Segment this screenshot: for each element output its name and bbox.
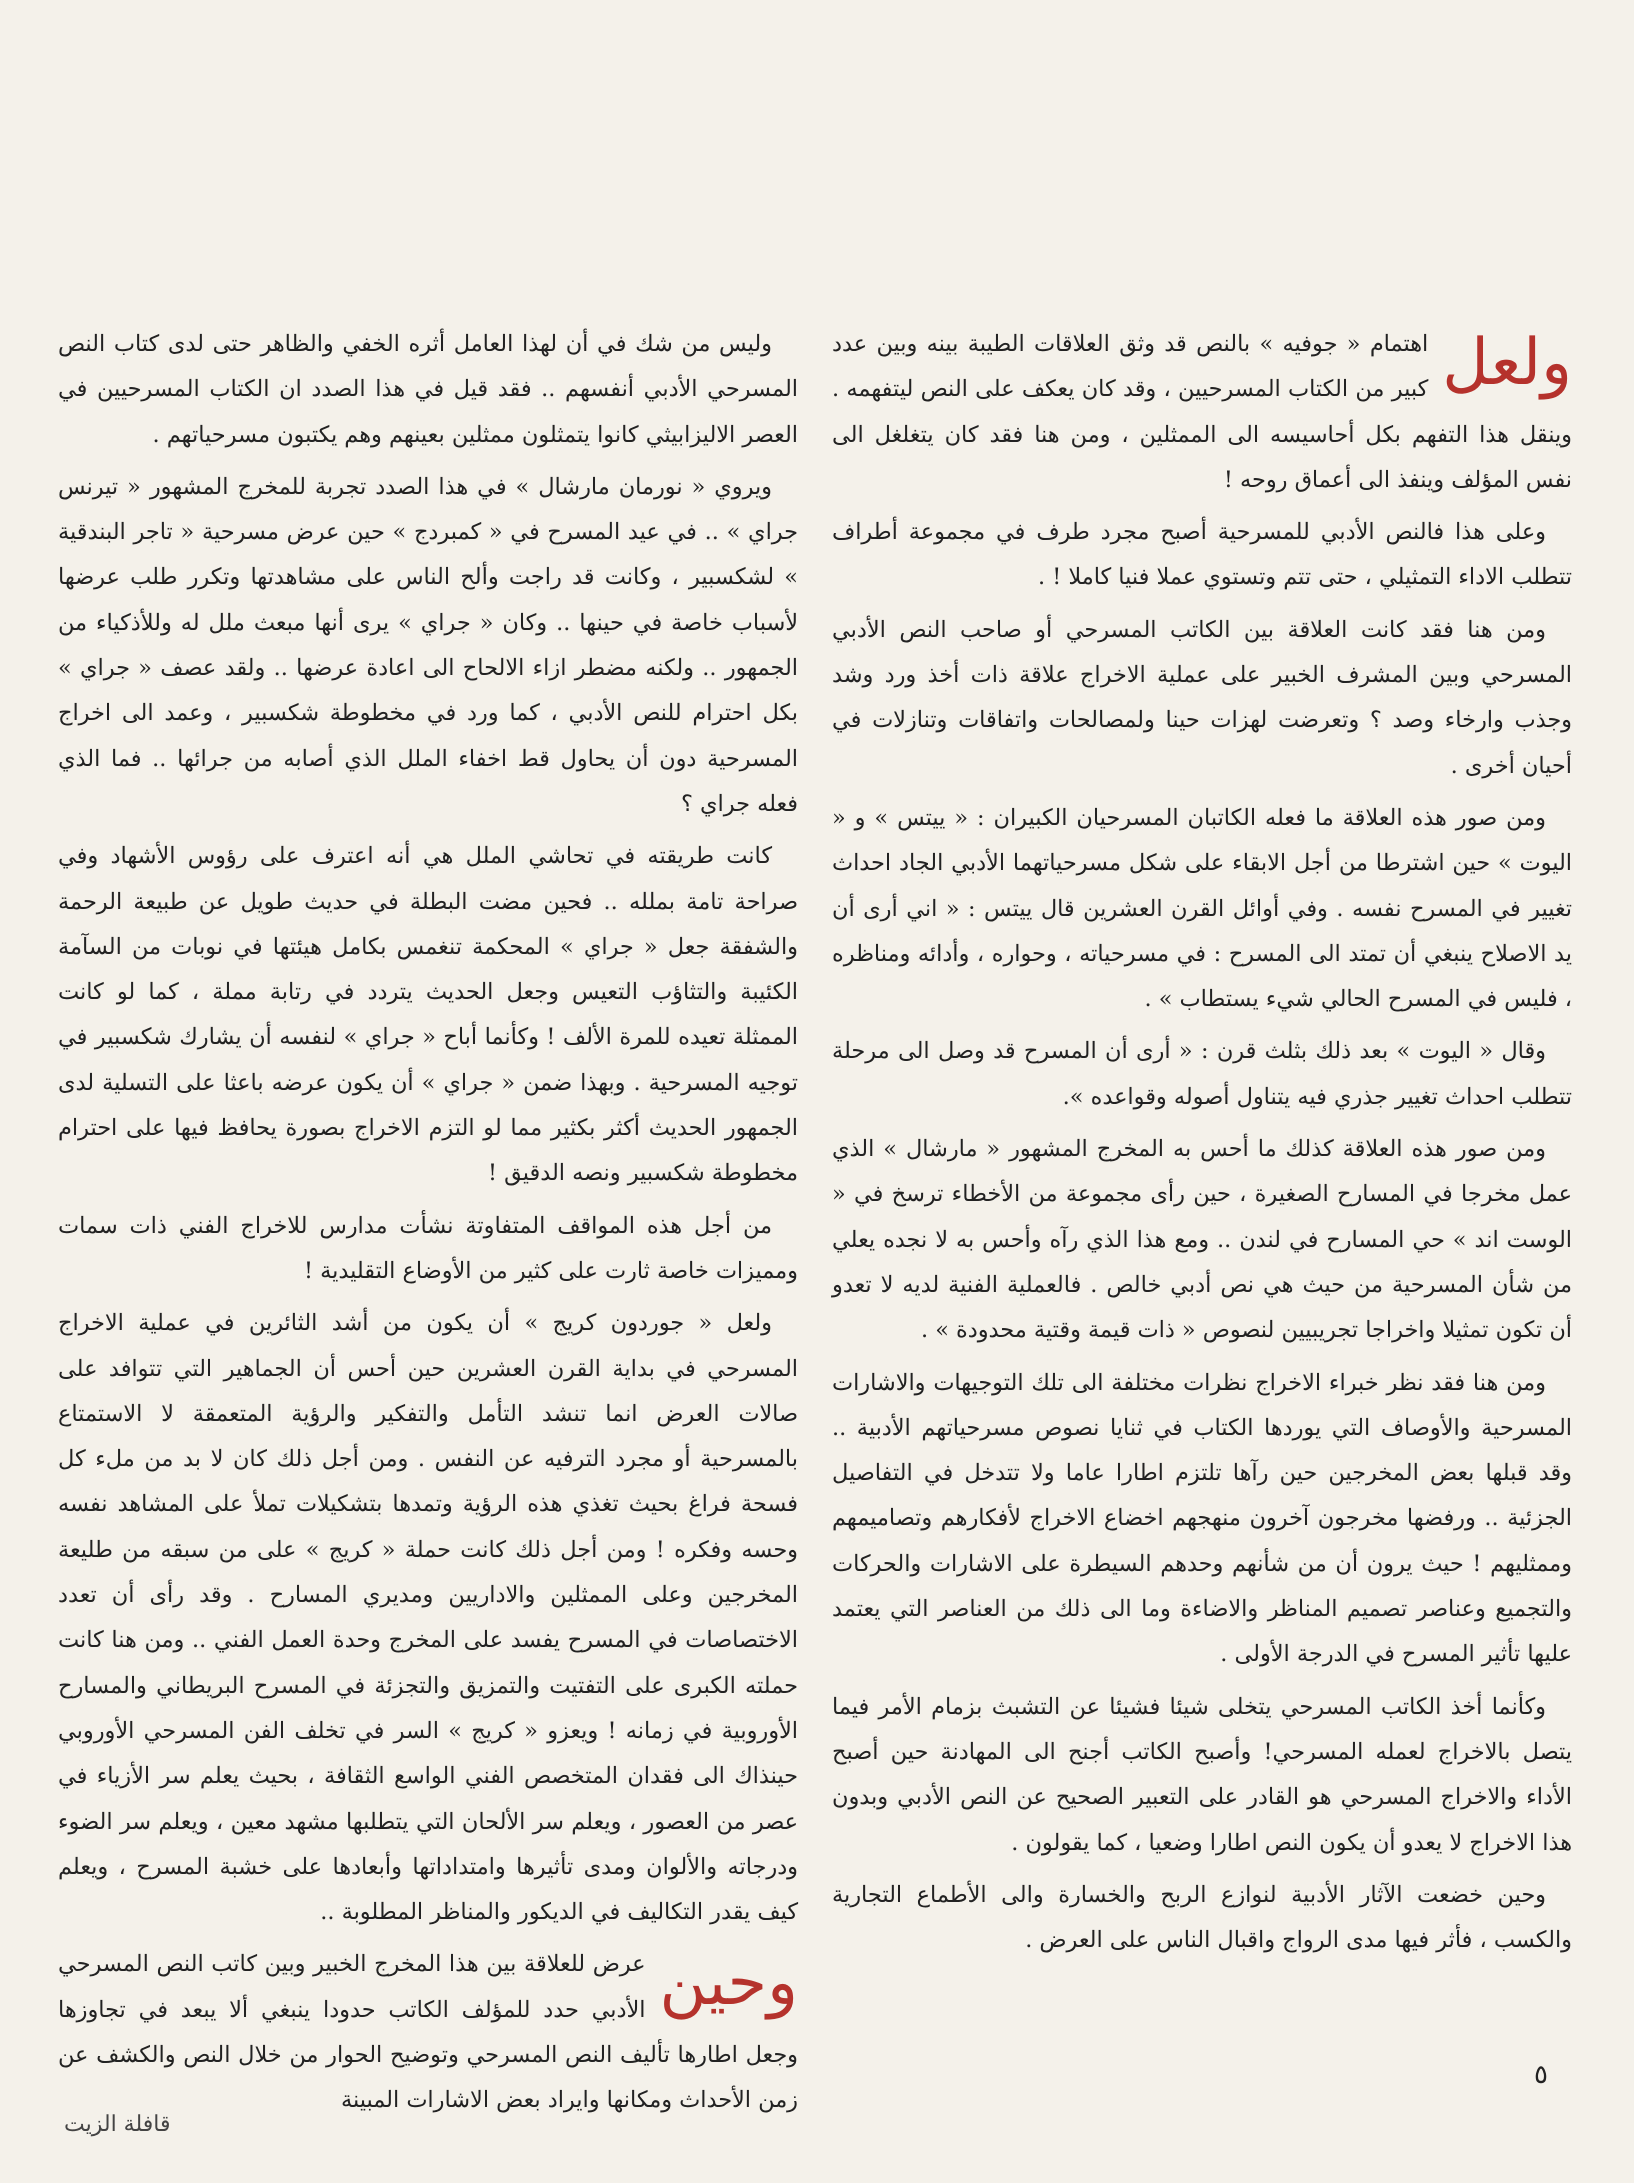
- paragraph-text: كانت طريقته في تحاشي الملل هي أنه اعترف على رؤوس الأشهاد وفي صراحة تامة بملله .. فحين مضت البطلة في حديث طويل عن طبيعة الرحمة والشفقة جعل « جراي » المحكمة تنغمس بكامل هيئتها في نوبات من السآمة الكئيبة والتثاؤب التعيس وجعل الحديث يتردد في رتابة مملة ، كما لو كانت الممثلة تعيده للمرة الألف ! وكأنما أباح « جراي » لنفسه أن يشارك شكسبير في توجيه المسرحية . وبهذا ضمن « جراي » أن يكون عرضه باعثا على التسلية لدى الجمهور الحديث أكثر بكثير مما لو التزم الاخراج بصورة يحافظ فيها على احترام مخطوطة شكسبير ونصه الدقيق !: [58, 843, 798, 1187]
- article-paragraph: [832, 1127, 1572, 1353]
- article-paragraph: [832, 1873, 1572, 1964]
- article-paragraph: [58, 1942, 798, 2123]
- article-paragraph: [832, 322, 1572, 503]
- paragraph-text: ويروي « نورمان مارشال » في هذا الصدد تجربة للمخرج المشهور « تيرنس جراي » .. في عيد المسرح في « كمبردج » حين عرض مسرحية « تاجر البندقية » لشكسبير ، وكانت قد راجت وألح الناس على مشاهدتها وتكرر طلب عرضها لأسباب خاصة في حينها .. وكان « جراي » يرى أنها مبعث ملل له وللأذكياء من الجمهور .. ولكنه مضطر ازاء الالحاح الى اعادة عرضها .. ولقد عصف « جراي » بكل احترام للنص الأدبي ، كما ورد في مخطوطة شكسبير ، وعمد الى اخراج المسرحية دون أن يحاول قط اخفاء الملل الذي أصابه من جرائها .. فما الذي فعله جراي ؟: [58, 473, 798, 817]
- drop-cap-word: ولعل: [1442, 326, 1572, 400]
- page-number: ٥: [1534, 2060, 1548, 2090]
- article-paragraph: [832, 510, 1572, 601]
- article-paragraph: [58, 1204, 798, 1295]
- paragraph-text: وقال « اليوت » بعد ذلك بثلث قرن : « أرى أن المسرح قد وصل الى مرحلة تتطلب احداث تغيير جذري فيه يتناول أصوله وقواعده ».: [832, 1038, 1572, 1110]
- article-paragraph: [832, 608, 1572, 789]
- article-right-column: [832, 322, 1572, 1970]
- paragraph-text: من أجل هذه المواقف المتفاوتة نشأت مدارس للاخراج الفني ذات سمات ومميزات خاصة ثارت على كثير من الأوضاع التقليدية !: [58, 1212, 798, 1284]
- paragraph-text: وليس من شك في أن لهذا العامل أثره الخفي والظاهر حتى لدى كتاب النص المسرحي الأدبي أنفسهم .. فقد قيل في هذا الصدد ان الكتاب المسرحيين في العصر الاليزابيثي كانوا يتمثلون ممثلين بعينهم وهم يكتبون مسرحياتهم .: [58, 331, 798, 448]
- paragraph-text: ومن صور هذه العلاقة ما فعله الكاتبان المسرحيان الكبيران : « ييتس » و « اليوت » حين اشترطا من أجل الابقاء على شكل مسرحياتهما الأدبي الجاد احداث تغيير في المسرح نفسه . وفي أوائل القرن العشرين قال ييتس : « اني أرى أن يد الاصلاح ينبغي أن تمتد الى المسرح : في مسرحياته ، وحواره ، وأدائه ومناظره ، فليس في المسرح الحالي شيء يستطاب » .: [832, 804, 1572, 1013]
- article-paragraph: [58, 1301, 798, 1935]
- paragraph-text: اهتمام « جوفيه » بالنص قد وثق العلاقات الطيبة بينه وبين عدد كبير من الكتاب المسرحيين ، وقد كان يعكف على النص ليتفهمه . وينقل هذا التفهم بكل أحاسيسه الى الممثلين ، ومن هنا فقد كان يتغلغل الى نفس المؤلف وينفذ الى أعماق روحه !: [832, 331, 1572, 493]
- article-paragraph: [58, 465, 798, 827]
- article-paragraph: [832, 1685, 1572, 1866]
- paragraph-text: ومن هنا فقد نظر خبراء الاخراج نظرات مختلفة الى تلك التوجيهات والاشارات المسرحية والأوصاف التي يوردها الكتاب في ثنايا نصوص مسرحياتهم الأدبية .. وقد قبلها بعض المخرجين حين رآها تلتزم اطارا عاما ولا تتدخل في التفاصيل الجزئية .. ورفضها مخرجون آخرون منهجهم اخضاع الاخراج لأفكارهم وتصاميمهم وممثليهم ! حيث يرون أن من شأنهم وحدهم السيطرة على الاشارات والحركات والتجميع وعناصر تصميم المناظر والاضاءة وما الى ذلك من العناصر التي يعتمد عليها تأثير المسرح في الدرجة الأولى .: [832, 1369, 1572, 1668]
- article-left-column: [58, 322, 798, 2131]
- paragraph-text: ومن هنا فقد كانت العلاقة بين الكاتب المسرحي أو صاحب النص الأدبي المسرحي وبين المشرف الخبير على عملية الاخراج علاقة ذات أخذ ورد وشد وجذب وارخاء وصد ؟ وتعرضت لهزات حينا ولمصالحات واتفاقات وتنازلات في أحيان أخرى .: [832, 616, 1572, 779]
- magazine-name: قافلة الزيت: [64, 2112, 171, 2137]
- article-paragraph: [832, 1361, 1572, 1678]
- article-paragraph: [58, 322, 798, 458]
- article-paragraph: [832, 796, 1572, 1022]
- paragraph-text: وعلى هذا فالنص الأدبي للمسرحية أصبح مجرد طرف في مجموعة أطراف تتطلب الاداء التمثيلي ، حتى تتم وتستوي عملا فنيا كاملا ! .: [832, 519, 1572, 591]
- paragraph-text: وحين خضعت الآثار الأدبية لنوازع الربح والخسارة والى الأطماع التجارية والكسب ، فأثر فيها مدى الرواج واقبال الناس على العرض .: [832, 1881, 1572, 1954]
- paragraph-text: وكأنما أخذ الكاتب المسرحي يتخلى شيئا فشيئا عن التشبث بزمام الأمر فيما يتصل بالاخراج لعمله المسرحي! وأصبح الكاتب أجنح الى المهادنة حين أصبح الأداء والاخراج المسرحي هو القادر على التعبير الصحيح عن النص الأدبي وبدون هذا الاخراج لا يعدو أن يكون النص اطارا وضعيا ، كما يقولون .: [832, 1693, 1572, 1856]
- paragraph-text: ومن صور هذه العلاقة كذلك ما أحس به المخرج المشهور « مارشال » الذي عمل مخرجا في المسارح الصغيرة ، حين رأى مجموعة من الأخطاء ترسخ في « الوست اند » حي المسارح في لندن .. ومع هذا الذي رآه وأحس به لا نجده يعلي من شأن المسرحية من حيث هي نص أدبي خالص . فالعملية الفنية لديه لا تعدو أن تكون تمثيلا واخراجا تجريبيين لنصوص « ذات قيمة وقتية محدودة » .: [832, 1136, 1572, 1344]
- paragraph-text: عرض للعلاقة بين هذا المخرج الخبير وبين كاتب النص المسرحي الأدبي حدد للمؤلف الكاتب حدودا ينبغي ألا يبعد في تجاوزها وجعل اطارها تأليف النص المسرحي وتوضيح الحوار من خلال النص والكشف عن زمن الأحداث ومكانها وايراد بعض الاشارات المبينة: [58, 1951, 798, 2114]
- drop-cap-word: وحين: [659, 1946, 798, 2021]
- article-paragraph: [832, 1029, 1572, 1120]
- paragraph-text: ولعل « جوردون كريج » أن يكون من أشد الثائرين في عملية الاخراج المسرحي في بداية القرن العشرين حين أحس أن الجماهير التي تتوافد على صالات العرض انما تنشد التأمل والتفكير والرؤية المتعمقة لا الاستمتاع بالمسرحية أو مجرد الترفيه عن النفس . ومن أجل ذلك كان لا بد من ملء كل فسحة فراغ بحيث تغذي هذه الرؤية وتمدها بتشكيلات تملأ على المشاهد نفسه وحسه وفكره ! ومن أجل ذلك كانت حملة « كريج » على من سبقه من طليعة المخرجين وعلى الممثلين والاداريين ومديري المسارح . وقد رأى أن تعدد الاختصاصات في المسرح يفسد على المخرج وحدة العمل الفني .. ومن هنا كانت حملته الكبرى على التفتيت والتمزيق والتجزئة في المسرح البريطاني والمسارح الأوروبية في زمانه ! ويعزو « كريج » السر في تخلف الفن المسرحي الأوروبي حينذاك الى فقدان المتخصص الفني الواسع الثقافة ، بحيث يعلم سر الأزياء في عصر من العصور ، ويعلم سر الألحان التي يتطلبها مشهد معين ، ويعلم سر الضوء ودرجاته والألوان ومدى تأثيرها وامتداداتها وأبعادها على خشبة المسرح ، ويعلم كيف يقدر التكاليف في الديكور والمناظر المطلوبة ..: [58, 1310, 798, 1926]
- article-paragraph: [58, 834, 798, 1196]
